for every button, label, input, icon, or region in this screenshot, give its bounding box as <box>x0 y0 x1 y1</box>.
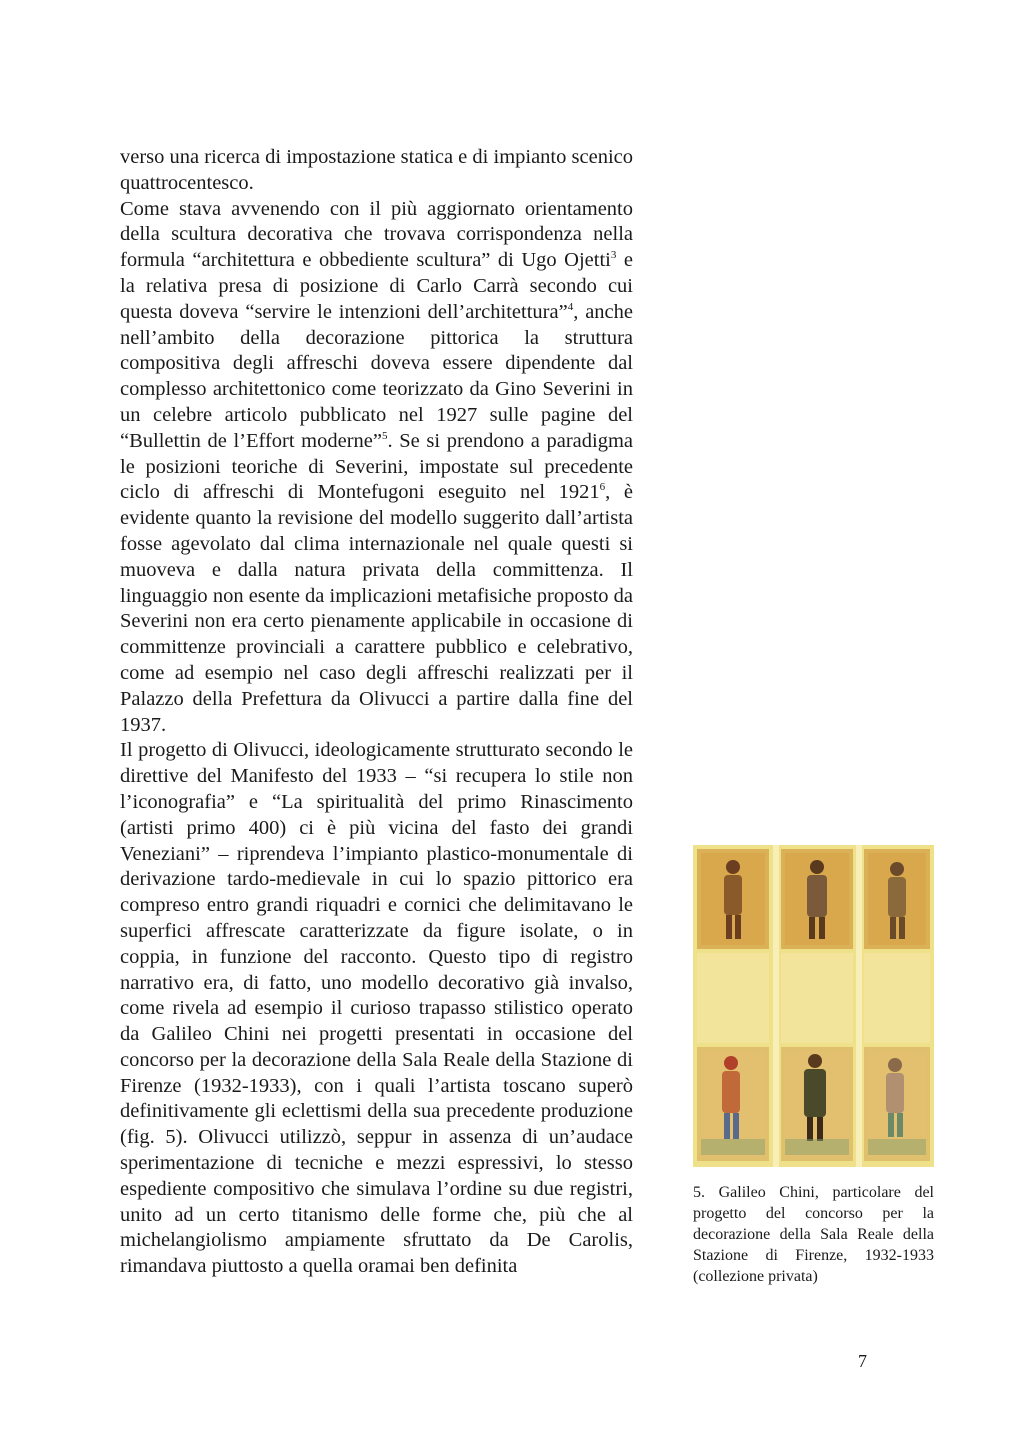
paragraph: verso una ricerca di impostazione statica e di impianto scenico quattrocentesco. <box>120 146 633 194</box>
page-number: 7 <box>858 1351 867 1371</box>
body-text <box>120 145 633 1280</box>
footnote-ref: 4 <box>567 300 574 313</box>
footnote-ref: 3 <box>610 249 617 262</box>
text-run: . Se si prendono a paradigma le posizioni teoriche di Severini, impostate sul precedente ciclo di affreschi di Montefugoni eseguito nel 1921 <box>120 429 633 504</box>
paragraph <box>120 197 633 739</box>
text-run: , anche nell’ambito della decorazione pittorica la struttura compositiva degli affreschi doveva essere dipendente dal complesso architettonico come teorizzato da Gino Severini in un celebre articolo pubblicato nel 1927 sulle pagine del “Bullettin de l’Effort moderne” <box>120 300 634 452</box>
figure-caption: 5. Galileo Chini, particolare del progetto del concorso per la decorazione della Sala Reale della Stazione di Firenze, 1932-1933 (collezione privata) <box>693 1184 934 1285</box>
footnote-ref: 5 <box>382 429 388 442</box>
text-run: , è evidente quanto la revisione del modello suggerito dall’artista fosse agevolato dal clima internazionale nel quale questi si muoveva e dalla natura privata della committenza. Il linguaggio non esente da implicazioni metafisiche proposto da Severini non era certo pienamente applicabile in occasione di committenze provinciali a carattere pubblico e celebrativo, come ad esempio nel caso degli affreschi realizzati per il Palazzo della Prefettura da Olivucci a partire dalla fine del 1937. <box>120 481 633 736</box>
paragraph: Il progetto di Olivucci, ideologicamente strutturato secondo le direttive del Manifesto del 1933 – “si recupera lo stile non l’iconografia” e “La spiritualità del primo Rinascimento (artisti primo 400) ci è più vicina del fasto dei grandi Veneziani” – riprendeva l’impianto plastico-monumentale di derivazione tardo-medievale in cui lo spazio pittorico era compreso entro grandi riquadri e cornici che delimitavano le superfici affrescate caratterizzate da figure isolate, o in coppia, in funzione del racconto. Questo tipo di registro narrativo era, di fatto, uno modello decorativo già invalso, come rivela ad esempio il curioso trapasso stilistico operato da Galileo Chini nei progetti presentati in occasione del concorso per la decorazione della Sala Reale della Stazione di Firenze (1932-1933), con i quali l’artista toscano superò definitivamente gli eclettismi della sua precedente produzione (fig. 5). Olivucci utilizzò, seppur in assenza di un’audace sperimentazione di tecniche e mezzi espressivi, lo stesso espediente compositivo che simulava l’ordine su due registri, unito ad un certo titanismo delle forme che, più che al michelangiolismo ampiamente sfruttato da De Carolis, rimandava piuttosto a quella oramai ben definita <box>120 739 633 1278</box>
text-run: e la relativa presa di posizione di Carlo Carrà secondo cui questa doveva “servire le intenzioni dell’architettura” <box>120 249 633 323</box>
figure-image <box>693 845 934 1167</box>
text-run: Come stava avvenendo con il più aggiornato orientamento della scultura decorativa che trovava corrispondenza nella formula “architettura e obbediente scultura” di Ugo Ojetti <box>120 197 633 272</box>
footnote-ref: 6 <box>599 481 606 494</box>
fresco-sketch-illustration <box>693 845 934 1167</box>
